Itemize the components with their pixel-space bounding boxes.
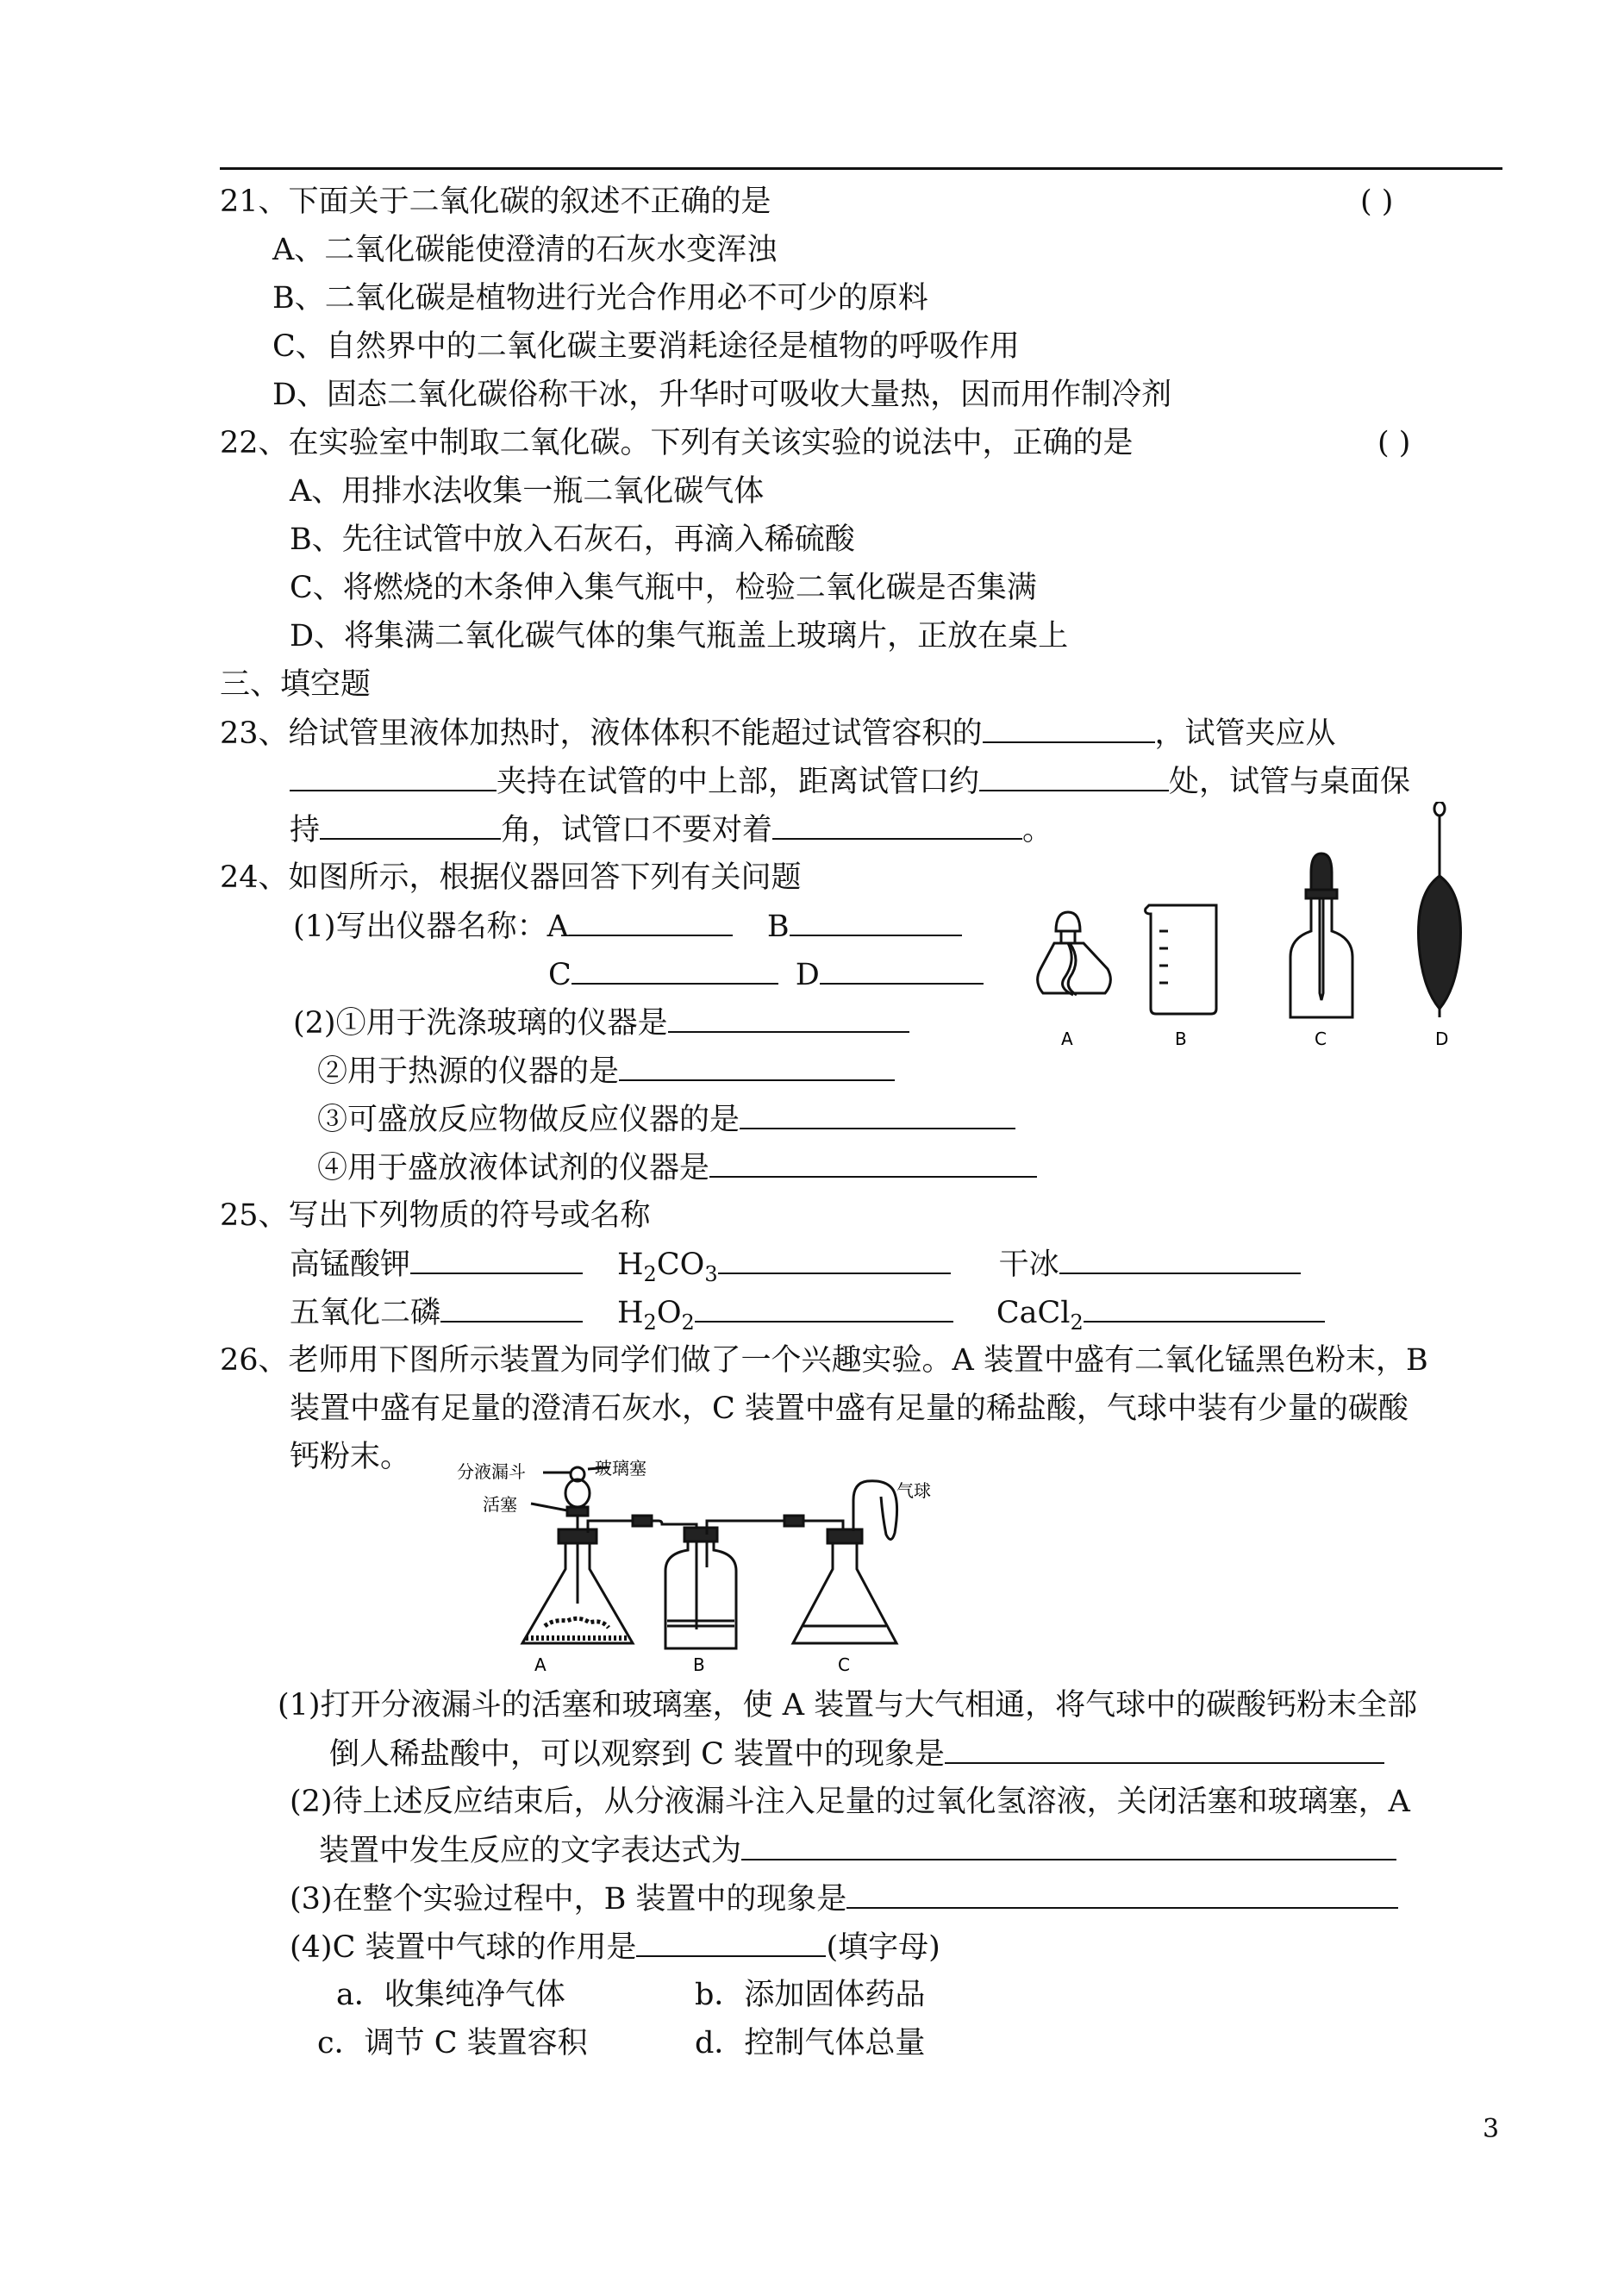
- q24-part2-1: [293, 1004, 909, 1042]
- q26-apparatus-figure: [448, 1448, 931, 1673]
- q23-blank-5[interactable]: [772, 810, 1022, 840]
- q24-part2-2-text: ②用于热源的仪器的是: [317, 1054, 620, 1089]
- q25-blank-6[interactable]: [1084, 1293, 1325, 1323]
- q25-item-kmno4-name: 高锰酸钾: [290, 1248, 411, 1282]
- q25-blank-1[interactable]: [410, 1245, 583, 1274]
- q26-option-d: d．控制气体总量: [695, 2026, 926, 2060]
- q25-blank-5[interactable]: [695, 1293, 953, 1323]
- q25-item-cacl2: CaCl$_2$: [996, 1296, 1084, 1335]
- q26-s4-text: (4)C 装置中气球的作用是: [290, 1930, 637, 1965]
- q24-part2-4: [317, 1148, 1037, 1187]
- q24-stem: 24、如图所示，根据仪器回答下列有关问题: [220, 860, 802, 895]
- alcohol-lamp-icon: [1038, 912, 1111, 995]
- q26-s3-text: (3)在整个实验过程中，B 装置中的现象是: [290, 1882, 847, 1917]
- q24-name-d-label: D: [795, 958, 820, 992]
- q26-option-c: c．调节 C 装置容积: [317, 2026, 588, 2060]
- q24-blank-liquid[interactable]: [709, 1148, 1037, 1178]
- q22-answer-paren: ( ): [1377, 426, 1411, 460]
- q23-line1: [220, 714, 1336, 753]
- q23-text-3b: 角，试管口不要对着: [501, 813, 773, 847]
- q26-line1: 26、老师用下图所示装置为同学们做了一个兴趣实验。A 装置中盛有二氧化锰黑色粉末，B: [220, 1343, 1428, 1378]
- q24-blank-d[interactable]: [820, 955, 984, 985]
- q22-option-d: D、将集满二氧化碳气体的集气瓶盖上玻璃片，正放在桌上: [290, 619, 1069, 653]
- q24-name-c-label: C: [548, 958, 572, 992]
- q22-option-a: A、用排水法收集一瓶二氧化碳气体: [290, 474, 765, 509]
- q26-line3: 钙粉末。: [290, 1440, 411, 1474]
- q26-blank-4[interactable]: [636, 1928, 826, 1957]
- q26-s4-hint: (填字母): [826, 1930, 940, 1965]
- q24-part2-4-text: ④用于盛放液体试剂的仪器是: [317, 1151, 710, 1185]
- q26-s1-text: 倒人稀盐酸中，可以观察到 C 装置中的现象是: [329, 1737, 946, 1772]
- q24-blank-heat[interactable]: [619, 1052, 895, 1081]
- q25-row1: [290, 1245, 1301, 1293]
- q26-s1-line2: [329, 1735, 1384, 1773]
- q25-blank-2[interactable]: [718, 1245, 951, 1274]
- q24-blank-wash[interactable]: [668, 1004, 909, 1033]
- q21-option-d: D、固态二氧化碳俗称干冰，升华时可吸收大量热，因而用作制冷剂: [272, 378, 1172, 412]
- label-b: B: [693, 1654, 705, 1673]
- q24-blank-c[interactable]: [572, 955, 778, 985]
- q25-item-dry-ice: 干冰: [998, 1248, 1059, 1282]
- q26-blank-3[interactable]: [846, 1879, 1398, 1909]
- q24-part2-1-text: (2)①用于洗涤玻璃的仪器是: [293, 1006, 668, 1041]
- q24-blank-react[interactable]: [740, 1100, 1015, 1129]
- q24-name-b-label: B: [766, 910, 790, 944]
- q25-blank-3[interactable]: [1059, 1245, 1301, 1274]
- q23-text-1b: ，试管夹应从: [1154, 716, 1336, 751]
- q26-s1-line1: (1)打开分液漏斗的活塞和玻璃塞，使 A 装置与大气相通，将气球中的碳酸钙粉末全部: [278, 1688, 1418, 1723]
- fig-label-a: A: [1061, 1029, 1073, 1049]
- q26-blank-2[interactable]: [741, 1831, 1396, 1860]
- q26-option-b: b．添加固体药品: [695, 1978, 926, 2012]
- q26-s2-line1: (2)待上述反应结束后，从分液漏斗注入足量的过氧化氢溶液，关闭活塞和玻璃塞，A: [290, 1785, 1410, 1819]
- q21-option-b: B、二氧化碳是植物进行光合作用必不可少的原料: [272, 281, 928, 316]
- flask-c-icon: [793, 1481, 897, 1643]
- q23-line3: [290, 810, 1052, 849]
- q25-row2: [290, 1293, 1325, 1341]
- label-balloon: 气球: [896, 1480, 931, 1501]
- q26-option-a: a．收集纯净气体: [336, 1978, 565, 2012]
- q24-blank-b[interactable]: [790, 907, 962, 936]
- q24-name-a-label: (1)写出仪器名称：A: [293, 910, 569, 944]
- tube-a-to-b: [588, 1516, 696, 1562]
- q21-option-a: A、二氧化碳能使澄清的石灰水变浑浊: [272, 233, 778, 267]
- q23-text-1a: 23、给试管里液体加热时，液体体积不能超过试管容积的: [220, 716, 983, 751]
- q25-stem: 25、写出下列物质的符号或名称: [220, 1198, 651, 1233]
- q23-blank-4[interactable]: [320, 810, 501, 840]
- q25-item-h2o2: $H_2O_2$: [617, 1296, 695, 1335]
- q24-part1-line1: [293, 907, 962, 946]
- fig-label-d: D: [1435, 1029, 1449, 1049]
- test-tube-brush-icon: [1419, 802, 1461, 1017]
- q23-line2: [290, 762, 1410, 801]
- q26-line2: 装置中盛有足量的澄清石灰水，C 装置中盛有足量的稀盐酸，气球中装有少量的碳酸: [290, 1391, 1409, 1426]
- q22-stem: 22、在实验室中制取二氧化碳。下列有关该实验的说法中，正确的是: [220, 426, 1134, 460]
- q21-stem: 21、下面关于二氧化碳的叙述不正确的是: [220, 184, 771, 219]
- q25-item-h2co3: $H_2CO_3$: [617, 1248, 718, 1286]
- q26-s4: [290, 1928, 940, 1967]
- q23-blank-1[interactable]: [983, 714, 1155, 743]
- q24-instrument-figure: [1004, 802, 1504, 1052]
- q23-blank-3[interactable]: [979, 762, 1169, 791]
- q21-option-c: C、自然界中的二氧化碳主要消耗途径是植物的呼吸作用: [272, 329, 1020, 364]
- q23-text-2b: 处，试管与桌面保: [1169, 765, 1411, 799]
- page-number: 3: [1483, 2114, 1500, 2144]
- q21-answer-paren: ( ): [1360, 184, 1394, 219]
- bottle-b-icon: [665, 1528, 736, 1648]
- q25-blank-4[interactable]: [440, 1293, 583, 1323]
- label-cock: 活塞: [483, 1494, 517, 1515]
- beaker-icon: [1146, 905, 1216, 1014]
- q24-part1-line2: [548, 955, 984, 994]
- q24-blank-a[interactable]: [569, 907, 733, 936]
- q22-option-c: C、将燃烧的木条伸入集气瓶中，检验二氧化碳是否集满: [290, 571, 1037, 605]
- label-a: A: [534, 1654, 547, 1673]
- q24-part2-3-text: ③可盛放反应物做反应仪器的是: [317, 1103, 740, 1137]
- q24-part2-2: [317, 1052, 895, 1091]
- q22-option-b: B、先往试管中放入石灰石，再滴入稀硫酸: [290, 522, 855, 557]
- fig-label-c: C: [1315, 1029, 1327, 1049]
- q25-item-p2o5-name: 五氧化二磷: [290, 1296, 441, 1330]
- q26-s2-text: 装置中发生反应的文字表达式为: [319, 1834, 742, 1868]
- q23-blank-2[interactable]: [290, 762, 497, 791]
- q26-s2-line2: [319, 1831, 1396, 1870]
- label-stopper: 玻璃塞: [595, 1458, 646, 1479]
- header-rule: [220, 167, 1502, 170]
- label-c: C: [838, 1654, 850, 1673]
- q23-text-3c: 。: [1022, 813, 1053, 847]
- q24-part2-3: [317, 1100, 1015, 1139]
- tube-b-to-c: [707, 1516, 843, 1535]
- fig-label-b: B: [1175, 1029, 1187, 1049]
- section-title: 三、填空题: [220, 667, 372, 702]
- dropper-bottle-icon: [1290, 854, 1352, 1017]
- q26-s3: [290, 1879, 1398, 1918]
- q23-text-3a: 持: [290, 813, 321, 847]
- label-funnel: 分液漏斗: [457, 1461, 526, 1482]
- q26-blank-1[interactable]: [945, 1735, 1384, 1764]
- q23-text-2a: 夹持在试管的中上部，距离试管口约: [497, 765, 980, 799]
